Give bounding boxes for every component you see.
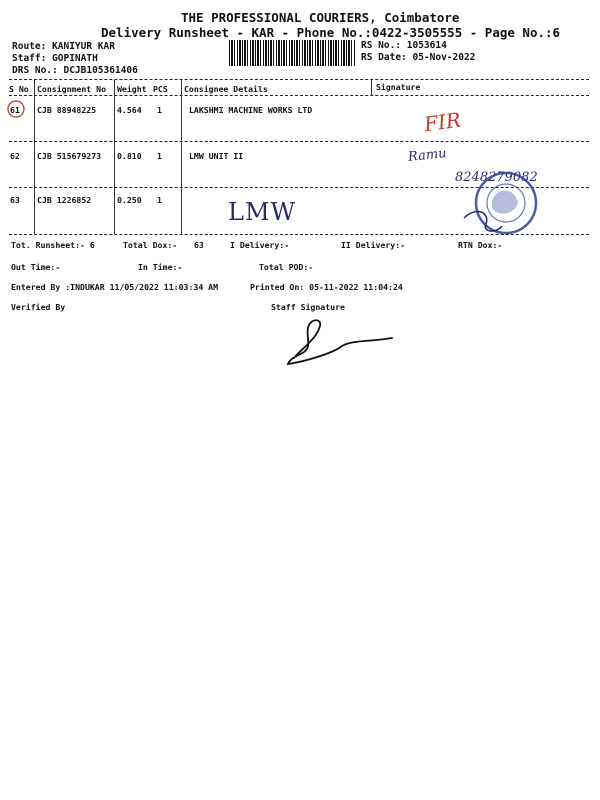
- i-delivery: I Delivery:-: [230, 240, 290, 250]
- route-label: Route: KANIYUR KAR: [12, 41, 115, 52]
- circle-mark: [6, 99, 26, 119]
- header-rule: [9, 95, 589, 96]
- row-consignment: CJB 88948225: [37, 105, 97, 115]
- col-divider: [371, 80, 372, 96]
- staff-signature-label: Staff Signature: [271, 302, 345, 312]
- entered-by: Entered By :INDUKAR 11/05/2022 11:03:34 AM: [11, 282, 219, 292]
- out-time: Out Time:-: [11, 262, 61, 272]
- printed-on: Printed On: 05-11-2022 11:04:24: [250, 282, 403, 292]
- ii-delivery: II Delivery:-: [341, 240, 406, 250]
- row-signature-handwritten: Ramu: [407, 146, 448, 165]
- col-divider: [181, 80, 182, 234]
- row-sno: 61: [10, 105, 20, 115]
- barcode: [229, 40, 355, 66]
- rtn-dox: RTN Dox:-: [458, 240, 503, 250]
- row-consignment: CJB 1226852: [37, 195, 92, 205]
- row-sno: 63: [10, 195, 20, 205]
- col-header-signature: Signature: [376, 82, 421, 92]
- row-pcs: 1: [157, 105, 162, 115]
- row-weight: 0.810: [117, 151, 142, 161]
- row-signature-handwritten: FIR: [422, 107, 463, 137]
- col-header-consignment: Consignment No: [37, 84, 107, 94]
- total-pod: Total POD:-: [259, 262, 314, 272]
- col-header-pcs: PCS: [153, 84, 168, 94]
- row-weight: 4.564: [117, 105, 142, 115]
- runsheet-subtitle: Delivery Runsheet - KAR - Phone No.:0422-3505555 - Page No.:6: [101, 25, 561, 40]
- total-dox-label: Total Dox:-: [123, 240, 178, 250]
- row-pcs: 1: [157, 151, 162, 161]
- rs-date: RS Date: 05-Nov-2022: [361, 52, 476, 63]
- col-divider: [34, 80, 35, 234]
- col-header-consignee: Consignee Details: [184, 84, 268, 94]
- verified-by: Verified By: [11, 302, 66, 312]
- row-pcs: 1: [157, 195, 162, 205]
- total-runsheet: Tot. Runsheet:- 6: [11, 240, 95, 250]
- in-time: In Time:-: [138, 262, 183, 272]
- staff-signature: [272, 312, 402, 368]
- row-consignee: LAKSHMI MACHINE WORKS LTD: [189, 105, 313, 115]
- col-header-weight: Weight: [117, 84, 147, 94]
- total-dox-value: 63: [194, 240, 204, 250]
- company-name: THE PROFESSIONAL COURIERS, Coimbatore: [181, 10, 460, 25]
- company-stamp: [456, 168, 548, 240]
- staff-label: Staff: GOPINATH: [12, 53, 98, 64]
- table-bottom-rule: [9, 234, 589, 235]
- col-header-sno: S No: [9, 84, 29, 94]
- row-rule: [9, 141, 589, 142]
- rs-number: RS No.: 1053614: [361, 40, 447, 51]
- row-sno: 62: [10, 151, 20, 161]
- receiver-phone-handwritten: 8248279082: [455, 170, 538, 185]
- col-divider: [114, 80, 115, 234]
- table-top-rule: [9, 79, 589, 80]
- row-consignment: CJB 515679273: [37, 151, 102, 161]
- row-weight: 0.250: [117, 195, 142, 205]
- consignee-handwritten: LMW: [228, 198, 297, 226]
- row-consignee: LMW UNIT II: [189, 151, 244, 161]
- drs-number: DRS No.: DCJB105361406: [12, 65, 138, 76]
